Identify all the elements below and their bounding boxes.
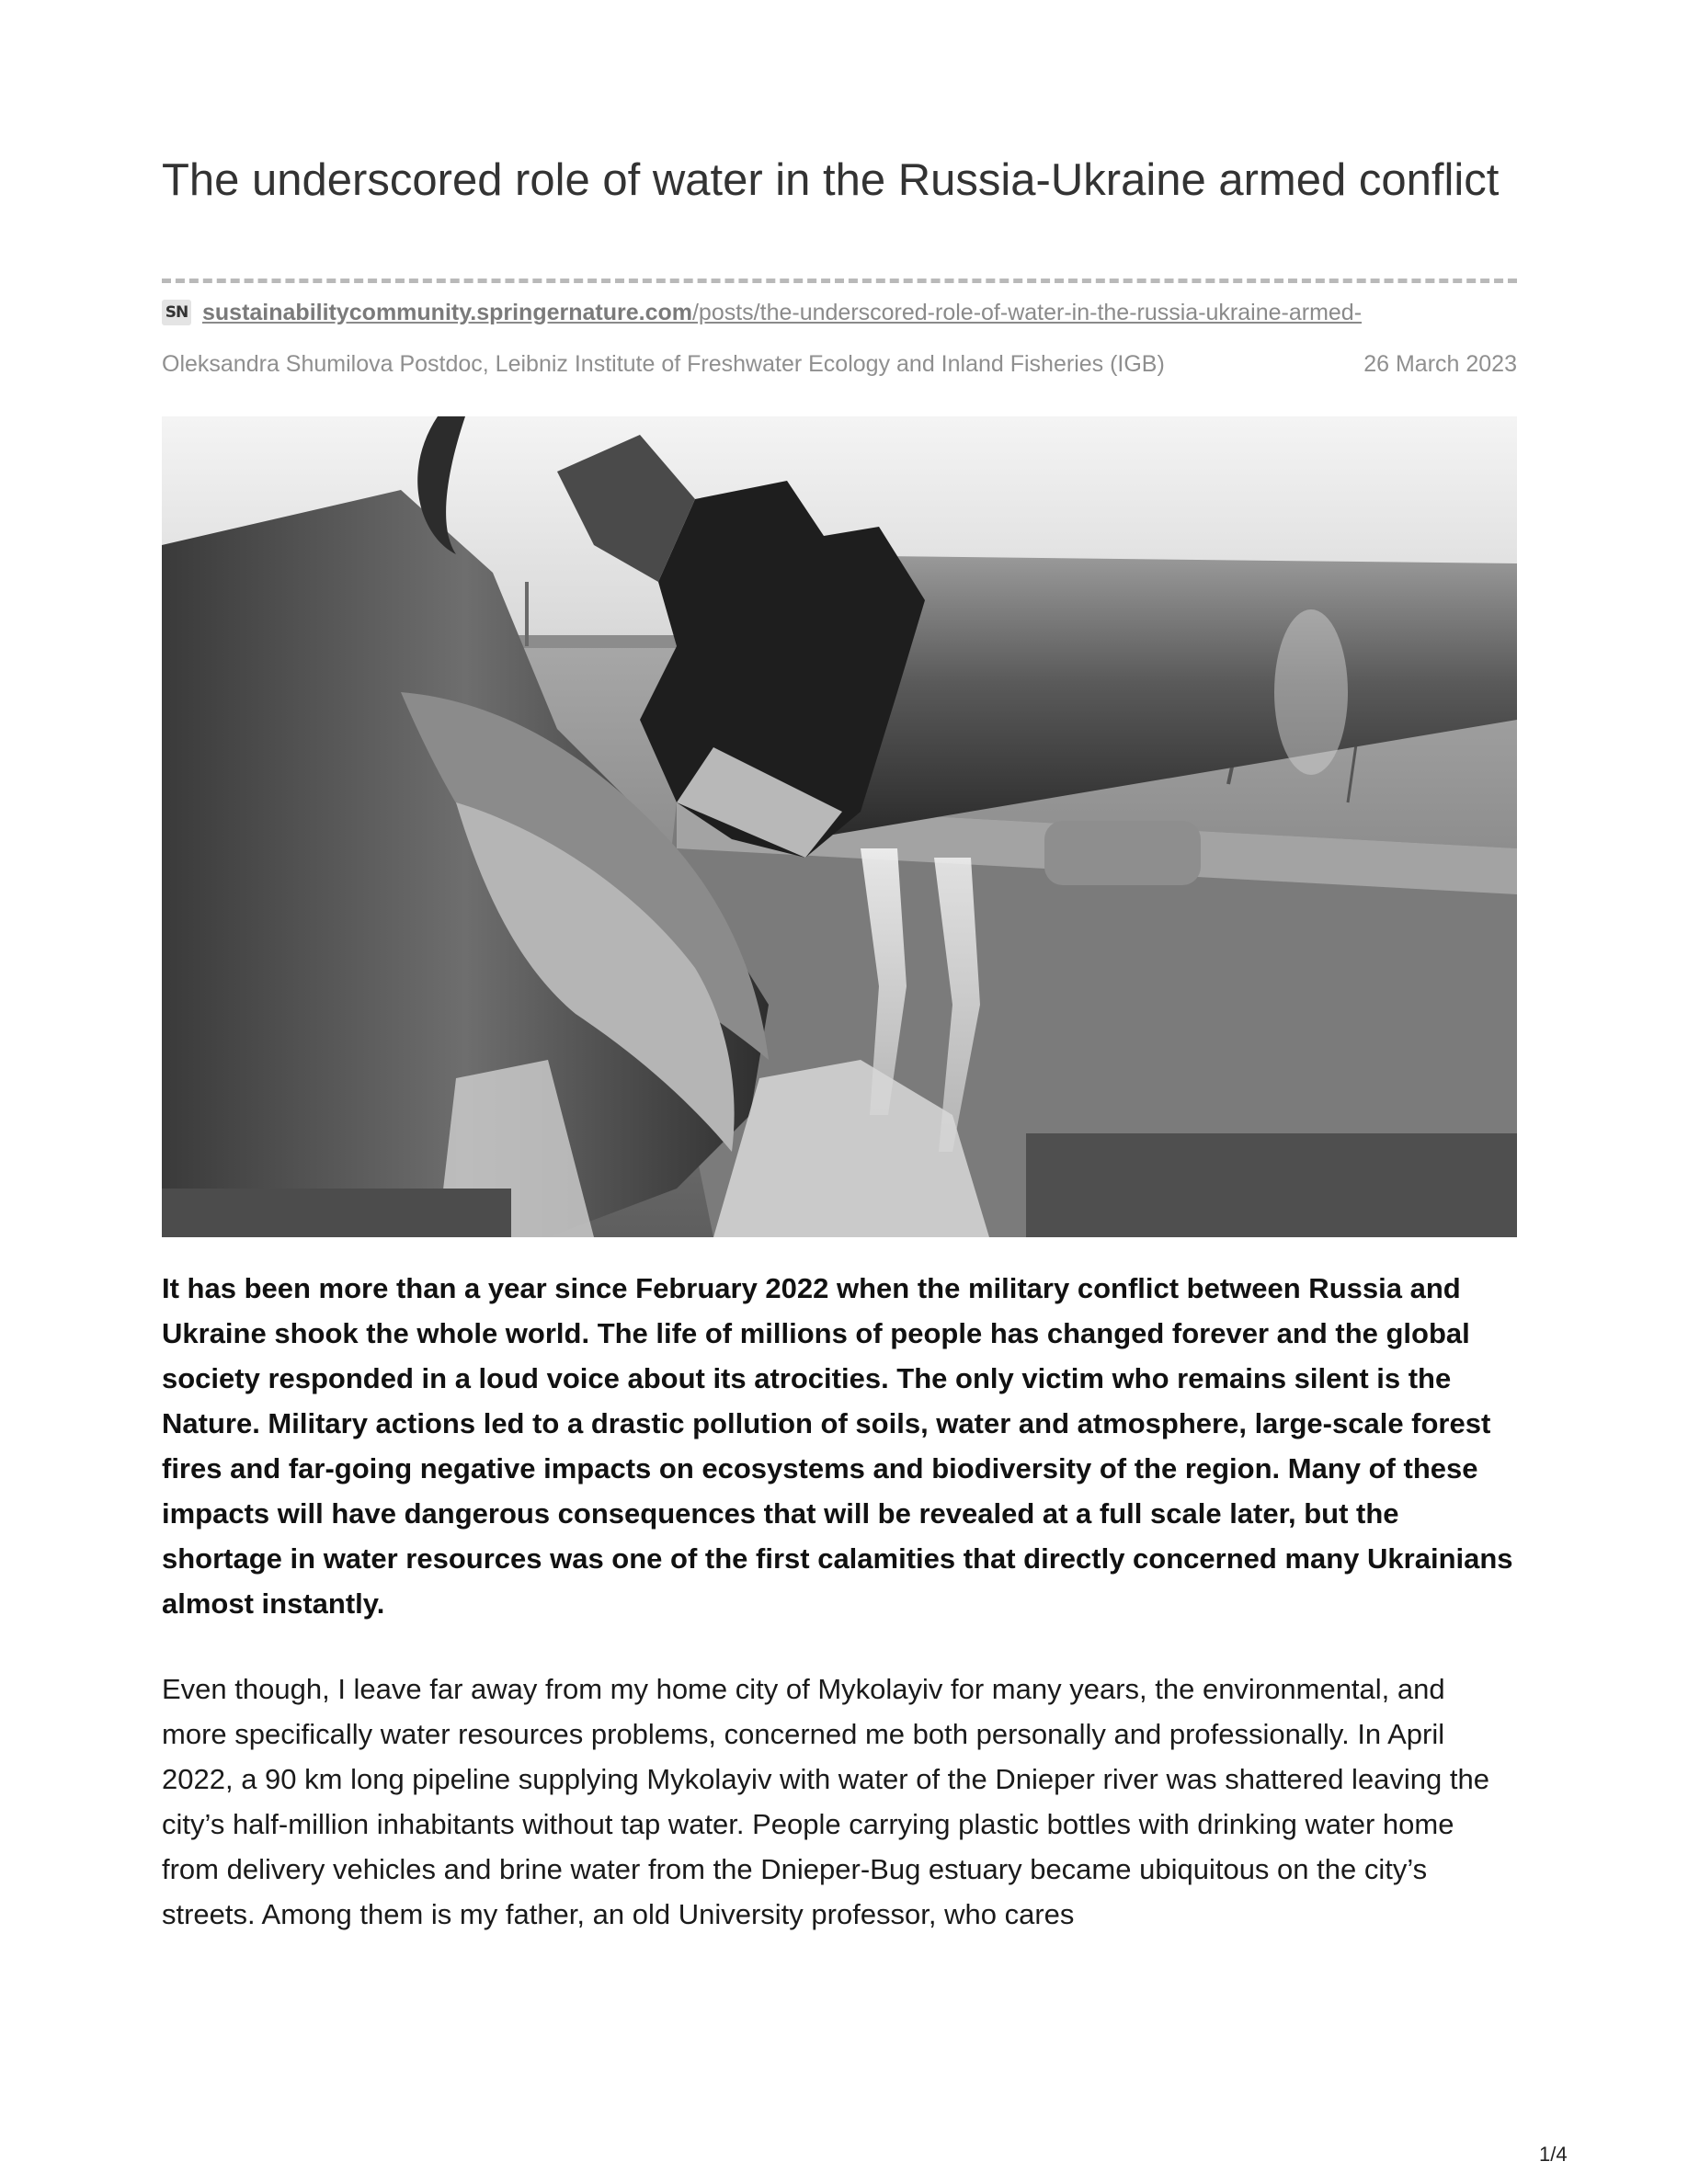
- author-line: Oleksandra Shumilova Postdoc, Leibniz Institute of Freshwater Ecology and Inland Fisheries (IGB): [162, 351, 1165, 377]
- source-domain: sustainabilitycommunity.springernature.com: [202, 299, 692, 325]
- springer-nature-icon: SN: [162, 300, 191, 325]
- title-divider: [162, 279, 1517, 283]
- publish-date: 26 March 2023: [1363, 351, 1517, 377]
- body-paragraph: Even though, I leave far away from my home city of Mykolayiv for many years, the environmental, and more specifically water resources problems, concerned me both personally and professionally. In April 2022, a 90 km long pipeline supplying Mykolayiv with water of the Dnieper river was shattered leaving the city’s half-million inhabitants without tap water. People carrying plastic bottles with drinking water home from delivery vehicles and brine water from the Dnieper-Bug estuary became ubiquitous on the city’s streets. Among them is my father, an old University professor, who cares: [162, 1673, 1489, 1930]
- hero-image-broken-pipeline: [162, 416, 1517, 1237]
- source-path: /posts/the-underscored-role-of-water-in-the-russia-ukraine-armed-: [691, 299, 1363, 325]
- lead-paragraph: It has been more than a year since February 2022 when the military conflict between Russia and Ukraine shook the whole world. The life of millions of people has changed forever and the global society responded in a loud voice about its atrocities. The only victim who remains silent is the Nature. Military actions led to a drastic pollution of soils, water and atmosphere, large-scale forest fires and far-going negative impacts on ecosystems and biodiversity of the region. Many of these impacts will have dangerous consequences that will be revealed at a full scale later, but the shortage in water resources was one of the first calamities that directly concerned many Ukrainians almost instantly.: [162, 1272, 1513, 1620]
- source-link-row: [162, 298, 1362, 327]
- article-meta: [162, 351, 1517, 378]
- page-number: 1/4: [1539, 2143, 1568, 2166]
- source-link[interactable]: [202, 300, 1362, 326]
- article-title: The underscored role of water in the Russia-Ukraine armed conflict: [162, 155, 1500, 205]
